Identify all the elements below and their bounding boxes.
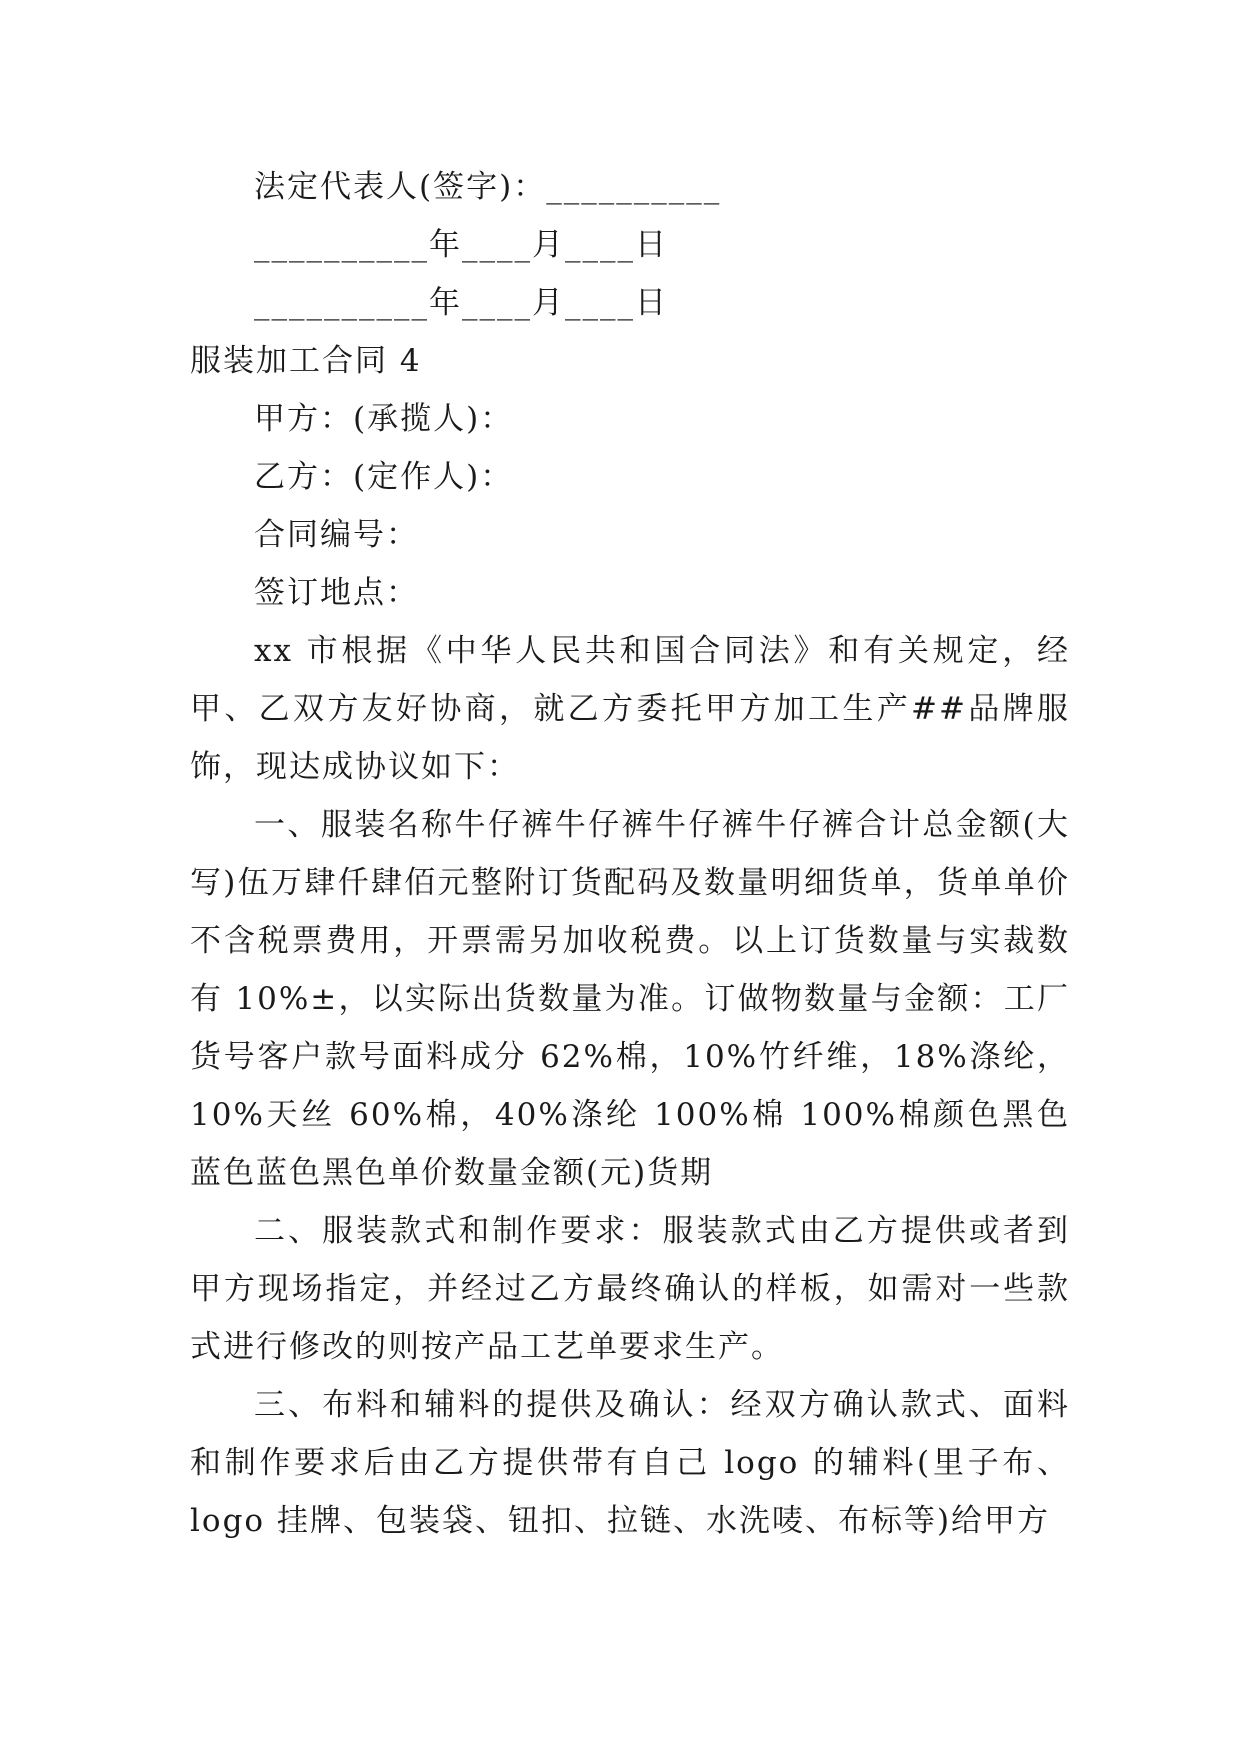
signature-line-legal-rep: 法定代表人(签字)：__________ <box>254 169 722 205</box>
clause-3-paragraph: 三、布料和辅料的提供及确认：经双方确认款式、面料和制作要求后由乙方提供带有自己 logo 的辅料(里子布、logo 挂牌、包装袋、钮扣、拉链、水洗唛、布标等)给甲方 <box>190 1387 1070 1539</box>
document-body <box>190 158 1070 1550</box>
signature-date-line: __________年____月____日 <box>254 227 668 263</box>
contract-number-field: 合同编号： <box>254 517 419 553</box>
signing-place-field: 签订地点： <box>254 575 419 611</box>
clause-2-paragraph: 二、服装款式和制作要求：服装款式由乙方提供或者到甲方现场指定，并经过乙方最终确认的样板，如需对一些款式进行修改的则按产品工艺单要求生产。 <box>190 1213 1070 1365</box>
signature-date-line: __________年____月____日 <box>254 285 668 321</box>
contract-title: 服装加工合同 4 <box>190 343 422 379</box>
clause-1-paragraph: 一、服装名称牛仔裤牛仔裤牛仔裤牛仔裤合计总金额(大写)伍万肆仟肆佰元整附订货配码及数量明细货单，货单单价不含税票费用，开票需另加收税费。以上订货数量与实裁数有 10%±，以实际出货数量为准。订做物数量与金额：工厂货号客户款号面料成分 62%棉，10%竹纤维，18%涤纶，10%天丝 60%棉，40%涤纶 100%棉 100%棉颜色黑色蓝色蓝色黑色单价数量金额(元)货期 <box>190 807 1070 1191</box>
party-a-field: 甲方：(承揽人)： <box>254 401 514 437</box>
party-b-field: 乙方：(定作人)： <box>254 459 514 495</box>
intro-paragraph: xx 市根据《中华人民共和国合同法》和有关规定，经甲、乙双方友好协商，就乙方委托甲方加工生产##品牌服饰，现达成协议如下： <box>190 633 1070 785</box>
